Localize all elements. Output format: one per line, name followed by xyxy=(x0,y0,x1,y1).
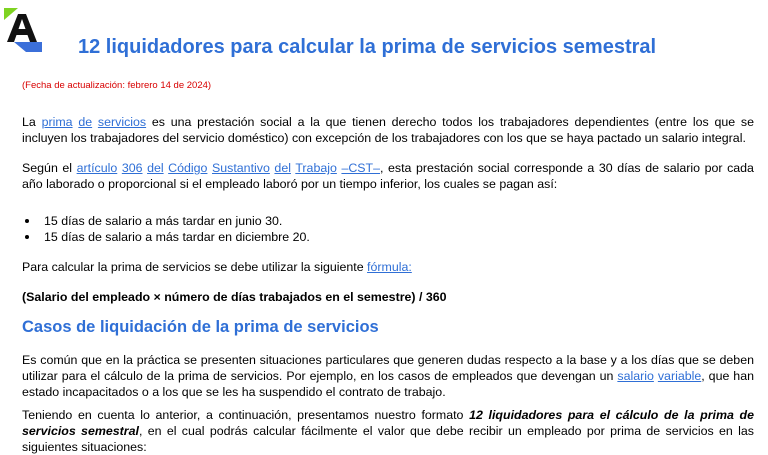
update-date: (Fecha de actualización: febrero 14 de 2024) xyxy=(22,80,212,91)
list-item: 15 días de salario a más tardar en diciembre 20. xyxy=(22,229,310,245)
list-item: 15 días de salario a más tardar en junio 30. xyxy=(22,213,310,229)
logo-letter-a xyxy=(7,14,37,42)
link-del-2[interactable]: del xyxy=(274,161,291,175)
link-variable[interactable]: variable xyxy=(657,369,702,383)
logo-blue-accent xyxy=(14,42,42,52)
paragraph-cases: Es común que en la práctica se presenten situaciones particulares que generen dudas respecto a la base y a los días que se deben utilizar para el cálculo de la prima de servicios. Por ejemplo, en los casos de empleados que devengan un salario variable, que han estado incapacitados o a los que se les ha suspendido el contrato de trabajo. xyxy=(22,353,754,399)
actualicese-logo[interactable] xyxy=(4,8,44,52)
paragraph-formula-intro: Para calcular la prima de servicios se debe utilizar la siguiente fórmula: xyxy=(22,260,412,274)
link-trabajo[interactable]: Trabajo xyxy=(295,161,337,175)
format-name: 12 liquidadores para el cálculo de la prima de servicios semestral xyxy=(22,408,754,438)
link-de[interactable]: de xyxy=(78,115,93,129)
link-del[interactable]: del xyxy=(147,161,164,175)
payment-dates-list xyxy=(22,213,310,245)
link-sustantivo[interactable]: Sustantivo xyxy=(212,161,270,175)
logo-green-accent xyxy=(4,8,18,20)
link-306[interactable]: 306 xyxy=(121,161,143,175)
formula-text: (Salario del empleado × número de días trabajados en el semestre) / 360 xyxy=(22,290,447,304)
link-salario[interactable]: salario xyxy=(617,369,654,383)
link-formula[interactable]: fórmula: xyxy=(367,260,412,274)
link-prima[interactable]: prima xyxy=(41,115,73,129)
link-cst[interactable]: –CST– xyxy=(341,161,381,175)
page-title: 12 liquidadores para calcular la prima de servicios semestral xyxy=(78,36,657,58)
section-heading: Casos de liquidación de la prima de servicios xyxy=(22,318,379,336)
link-articulo[interactable]: artículo xyxy=(76,161,118,175)
paragraph-intro: La prima de servicios es una prestación social a la que tienen derecho todos los trabajadores dependientes (entre los que se incluyen los trabajadores del servicio doméstico) con excepción de los trabajadores con los que se haya pactado un salario integral. xyxy=(22,115,754,145)
link-codigo[interactable]: Código xyxy=(168,161,208,175)
paragraph-format: Teniendo en cuenta lo anterior, a continuación, presentamos nuestro formato 12 liquidadores para el cálculo de la prima de servicios semestral, en el cual podrás calcular fácilmente el valor que debe recibir un empleado por prima de servicios en las siguientes situaciones: xyxy=(22,408,754,454)
paragraph-article: Según el artículo 306 del Código Sustantivo del Trabajo –CST–, esta prestación social corresponde a 30 días de salario por cada año laborado o proporcional si el empleado laboró por un tiempo inferior, los cuales se pagan así: xyxy=(22,161,754,191)
link-servicios[interactable]: servicios xyxy=(97,115,147,129)
